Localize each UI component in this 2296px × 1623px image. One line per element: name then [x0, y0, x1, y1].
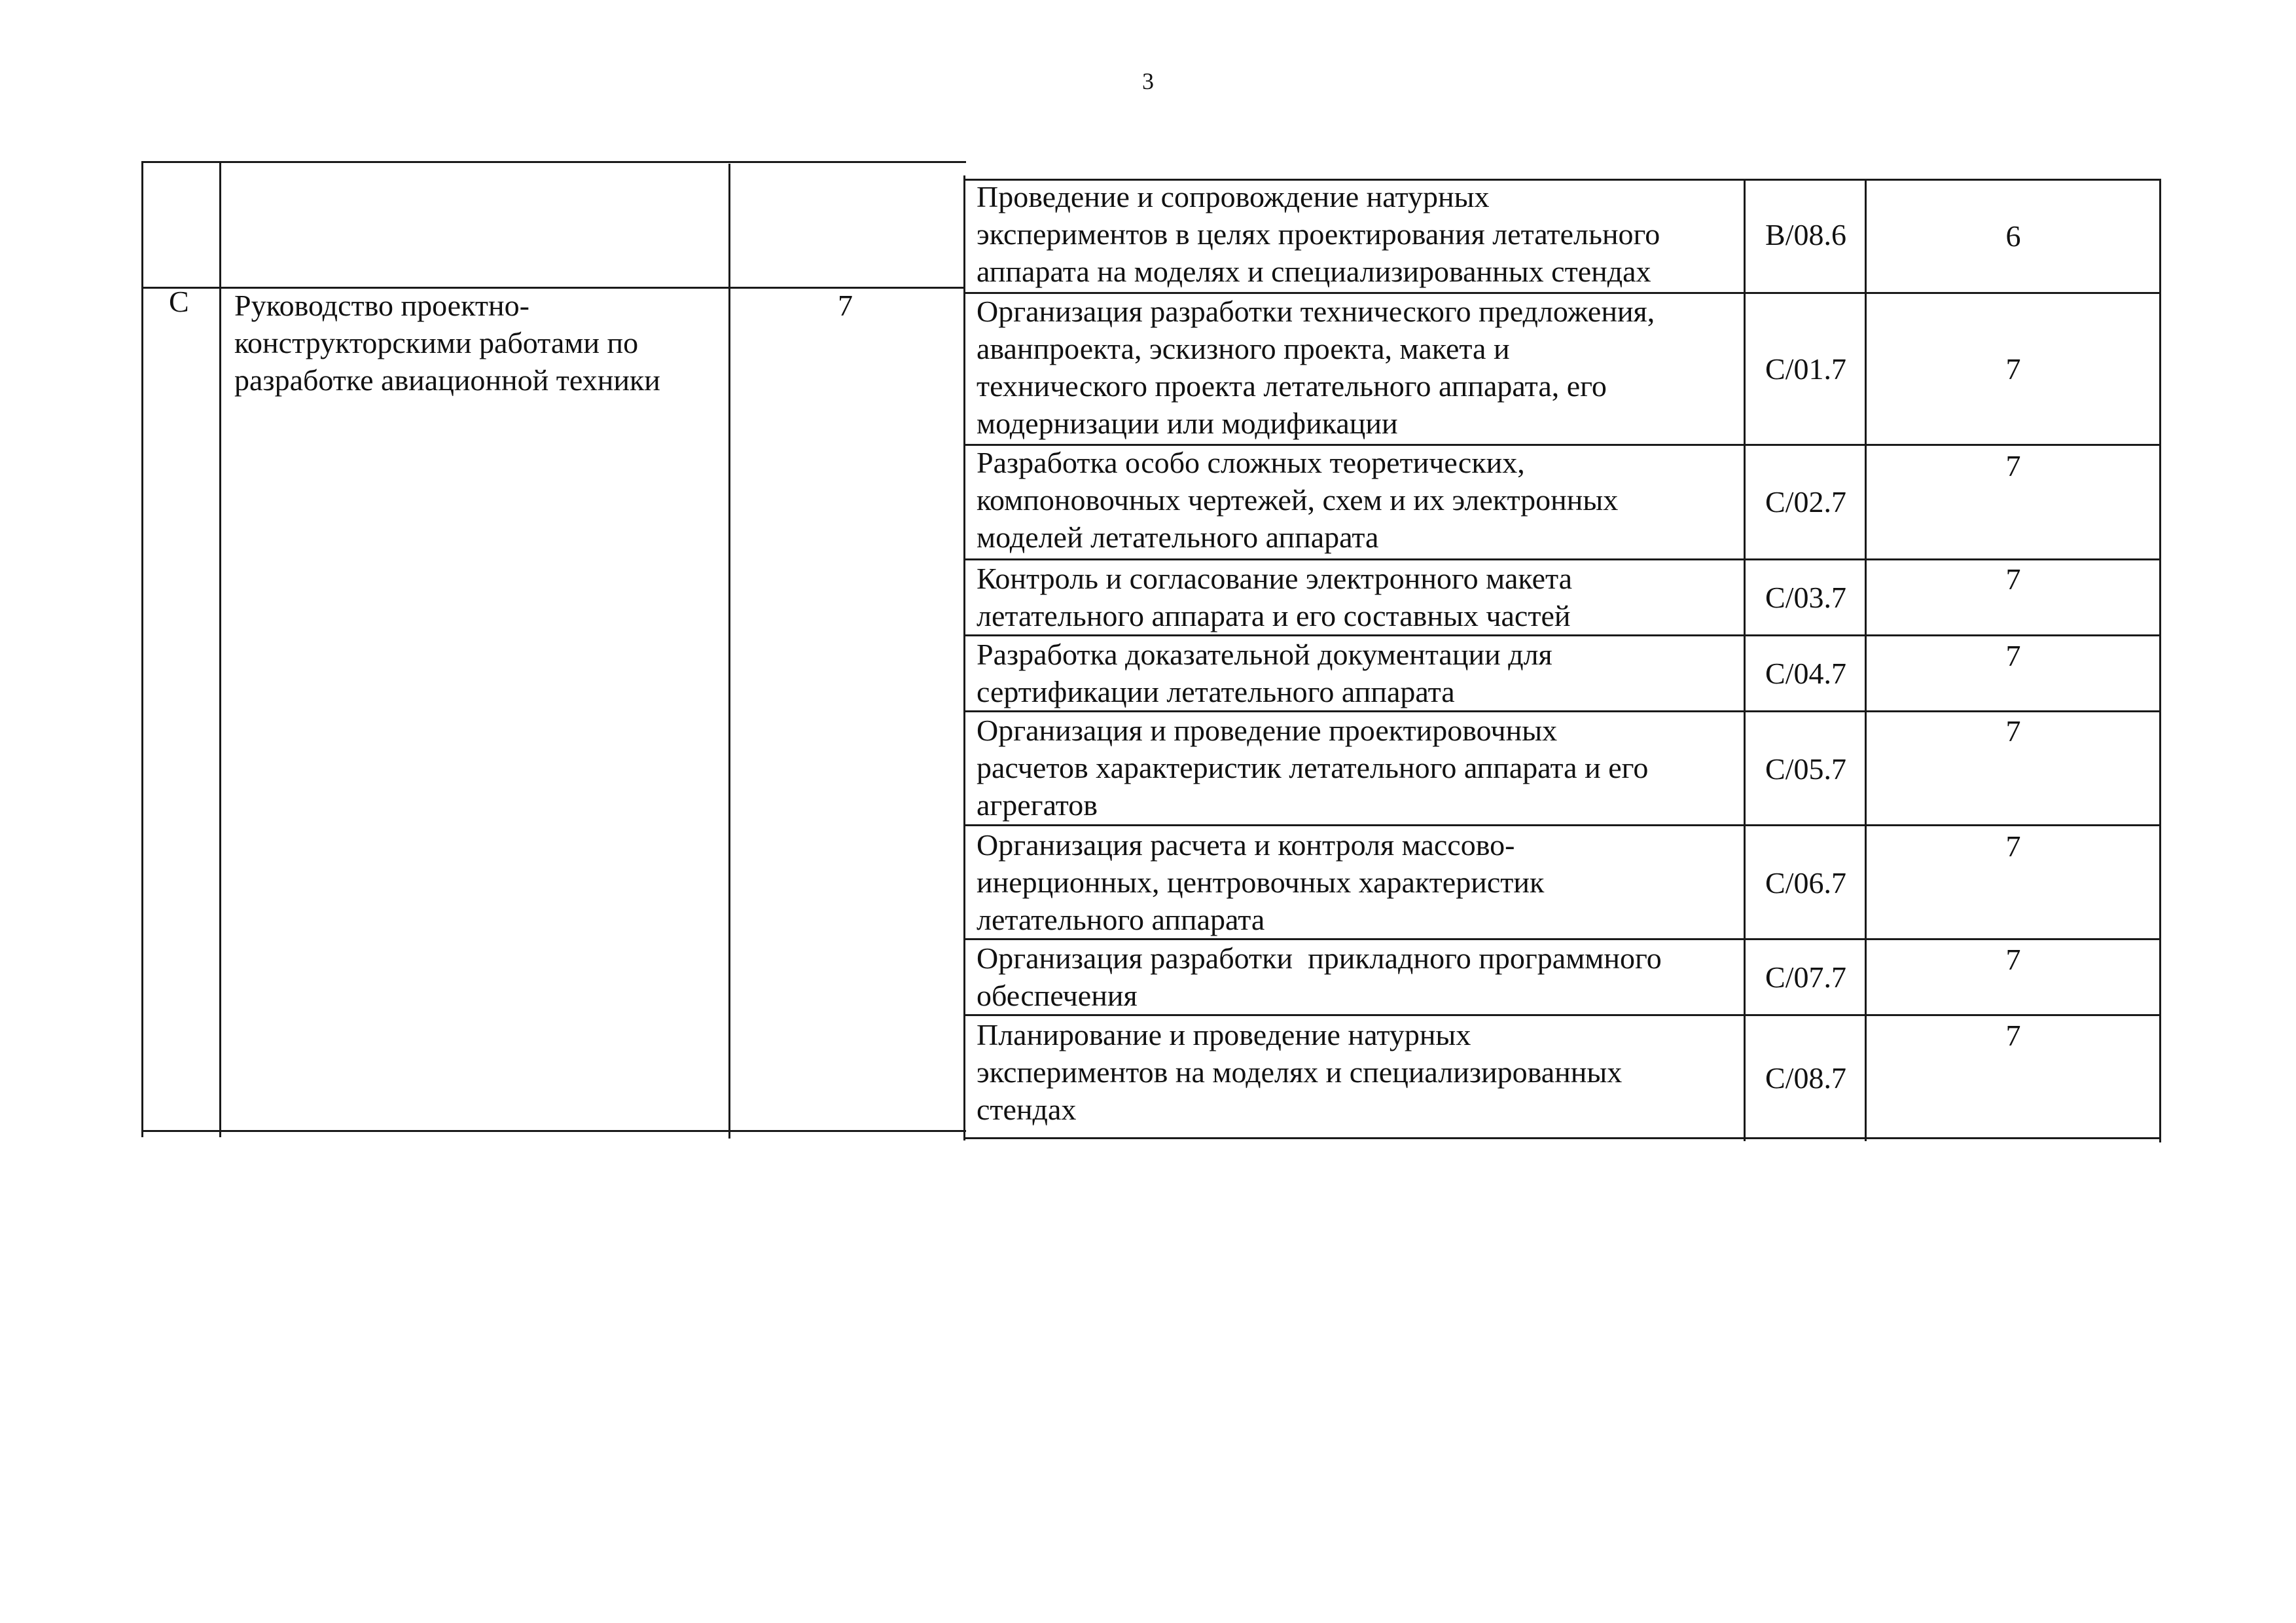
page-number: 3	[1142, 68, 1154, 94]
table-border-bottom-right	[963, 1137, 2161, 1139]
function-name: Организация разработки прикладного программного обеспечения	[977, 941, 1662, 1012]
table-border-left	[141, 161, 143, 1137]
function-level: 7	[2005, 943, 2021, 976]
function-name: Планирование и проведение натурных экспериментов на моделях и специализированных стендах	[977, 1018, 1623, 1126]
function-code: C/06.7	[1765, 866, 1846, 900]
function-level: 6	[2005, 219, 2021, 253]
table-divider-code	[219, 161, 221, 1137]
function-level: 7	[2005, 639, 2021, 672]
table-border-bottom-left	[141, 1130, 966, 1132]
function-name: Контроль и согласование электронного макета летательного аппарата и его составных частей	[977, 562, 1573, 632]
group-name: Руководство проектно- конструкторскими работами по разработке авиационной техники	[234, 289, 660, 397]
table-border-top	[141, 161, 966, 163]
table-divider-name	[728, 164, 730, 1139]
function-name: Проведение и сопровождение натурных экспериментов в целях проектирования летательного аппарата на моделях и специализированных стендах	[977, 180, 1660, 288]
function-code: C/04.7	[1765, 657, 1846, 690]
function-level: 7	[2005, 562, 2021, 596]
function-name: Разработка особо сложных теоретических, компоновочных чертежей, схем и их электронных моделей летательного аппарата	[977, 446, 1619, 554]
function-name: Организация расчета и контроля массово- инерционных, центровочных характеристик летательного аппарата	[977, 828, 1545, 936]
function-name: Разработка доказательной документации для сертификации летательного аппарата	[977, 638, 1552, 708]
function-level: 7	[2005, 830, 2021, 863]
function-code: B/08.6	[1765, 218, 1846, 251]
function-level: 7	[2005, 1019, 2021, 1052]
function-code: C/08.7	[1765, 1061, 1846, 1095]
function-level: 7	[2005, 352, 2021, 386]
function-code: C/01.7	[1765, 352, 1846, 386]
function-code: C/05.7	[1765, 752, 1846, 786]
function-level: 7	[2005, 714, 2021, 748]
function-name: Организация разработки технического предложения, аванпроекта, эскизного проекта, макета и технического проекта летательного аппарата, его модернизации или модификации	[977, 295, 1655, 440]
group-code: C	[169, 285, 189, 318]
function-level: 7	[2005, 449, 2021, 483]
function-code: C/03.7	[1765, 581, 1846, 614]
function-name: Организация и проведение проектировочных расчетов характеристик летательного аппарата и его агрегатов	[977, 714, 1649, 822]
function-code: C/02.7	[1765, 485, 1846, 519]
group-level: 7	[838, 289, 853, 322]
table-divider-level	[963, 175, 965, 1140]
function-code: C/07.7	[1765, 960, 1846, 994]
